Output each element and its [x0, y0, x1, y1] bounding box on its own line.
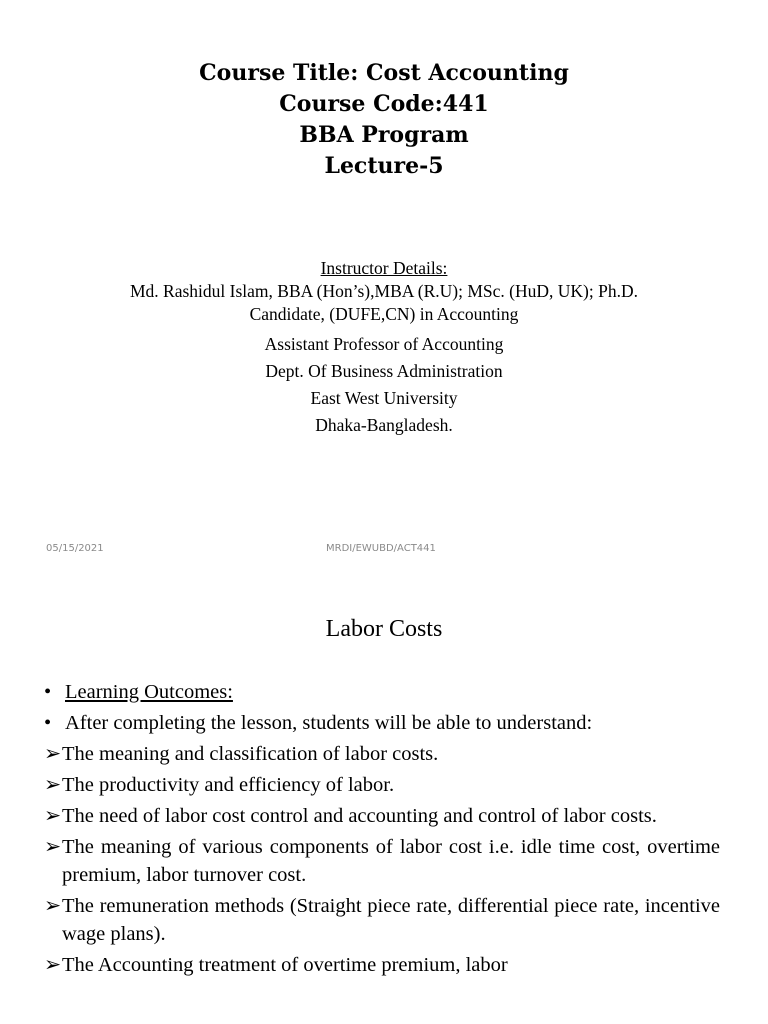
program-name: BBA Program: [299, 122, 469, 148]
arrow-bullet-icon: ➢: [44, 774, 62, 796]
list-item: [44, 709, 720, 737]
arrow-bullet-icon: ➢: [44, 743, 62, 765]
intro-text: After completing the lesson, students will be able to understand:: [65, 712, 593, 734]
instructor-department: Dept. Of Business Administration: [265, 361, 503, 381]
list-item: [44, 833, 720, 889]
course-code: Course Code:441: [279, 91, 489, 117]
instructor-university: East West University: [310, 388, 458, 408]
lecture-number: Lecture-5: [324, 153, 444, 179]
course-title: Course Title: Cost Accounting: [199, 60, 569, 86]
slide-2: [0, 566, 768, 1024]
learning-outcomes-label: Learning Outcomes:: [65, 681, 233, 703]
list-item: [44, 740, 720, 768]
list-item: [44, 892, 720, 948]
course-title-block: [0, 58, 768, 182]
list-item: [44, 678, 720, 706]
list-item: [44, 951, 720, 979]
bullet-icon: •: [44, 712, 52, 734]
arrow-bullet-icon: ➢: [44, 954, 62, 976]
slide-title: Labor Costs: [325, 616, 443, 642]
instructor-position: Assistant Professor of Accounting: [264, 334, 504, 354]
list-item: [44, 802, 720, 830]
arrow-bullet-icon: ➢: [44, 836, 62, 858]
bullet-icon: •: [44, 681, 52, 703]
list-item: [44, 771, 720, 799]
instructor-details: [100, 256, 668, 439]
outcome-text: The productivity and efficiency of labor.: [62, 774, 395, 796]
outcome-text: The Accounting treatment of overtime premium, labor: [62, 954, 508, 976]
instructor-heading: Instructor Details:: [320, 258, 448, 278]
arrow-bullet-icon: ➢: [44, 895, 62, 917]
footer-course-code: MRDI/EWUBD/ACT441: [326, 543, 436, 554]
slide-body: [44, 678, 720, 982]
footer-date: 05/15/2021: [46, 543, 104, 554]
outcome-text: The need of labor cost control and accounting and control of labor costs.: [62, 805, 657, 827]
arrow-bullet-icon: ➢: [44, 805, 62, 827]
outcome-text: The remuneration methods (Straight piece rate, differential piece rate, incentive wage plans).: [62, 895, 720, 945]
outcome-text: The meaning of various components of labor cost i.e. idle time cost, overtime premium, labor turnover cost.: [62, 836, 720, 886]
instructor-name: Md. Rashidul Islam, BBA (Hon’s),MBA (R.U); MSc. (HuD, UK); Ph.D. Candidate, (DUFE,CN) in Accounting: [129, 281, 638, 324]
outcome-text: The meaning and classification of labor costs.: [62, 743, 439, 765]
instructor-location: Dhaka-Bangladesh.: [315, 415, 453, 435]
